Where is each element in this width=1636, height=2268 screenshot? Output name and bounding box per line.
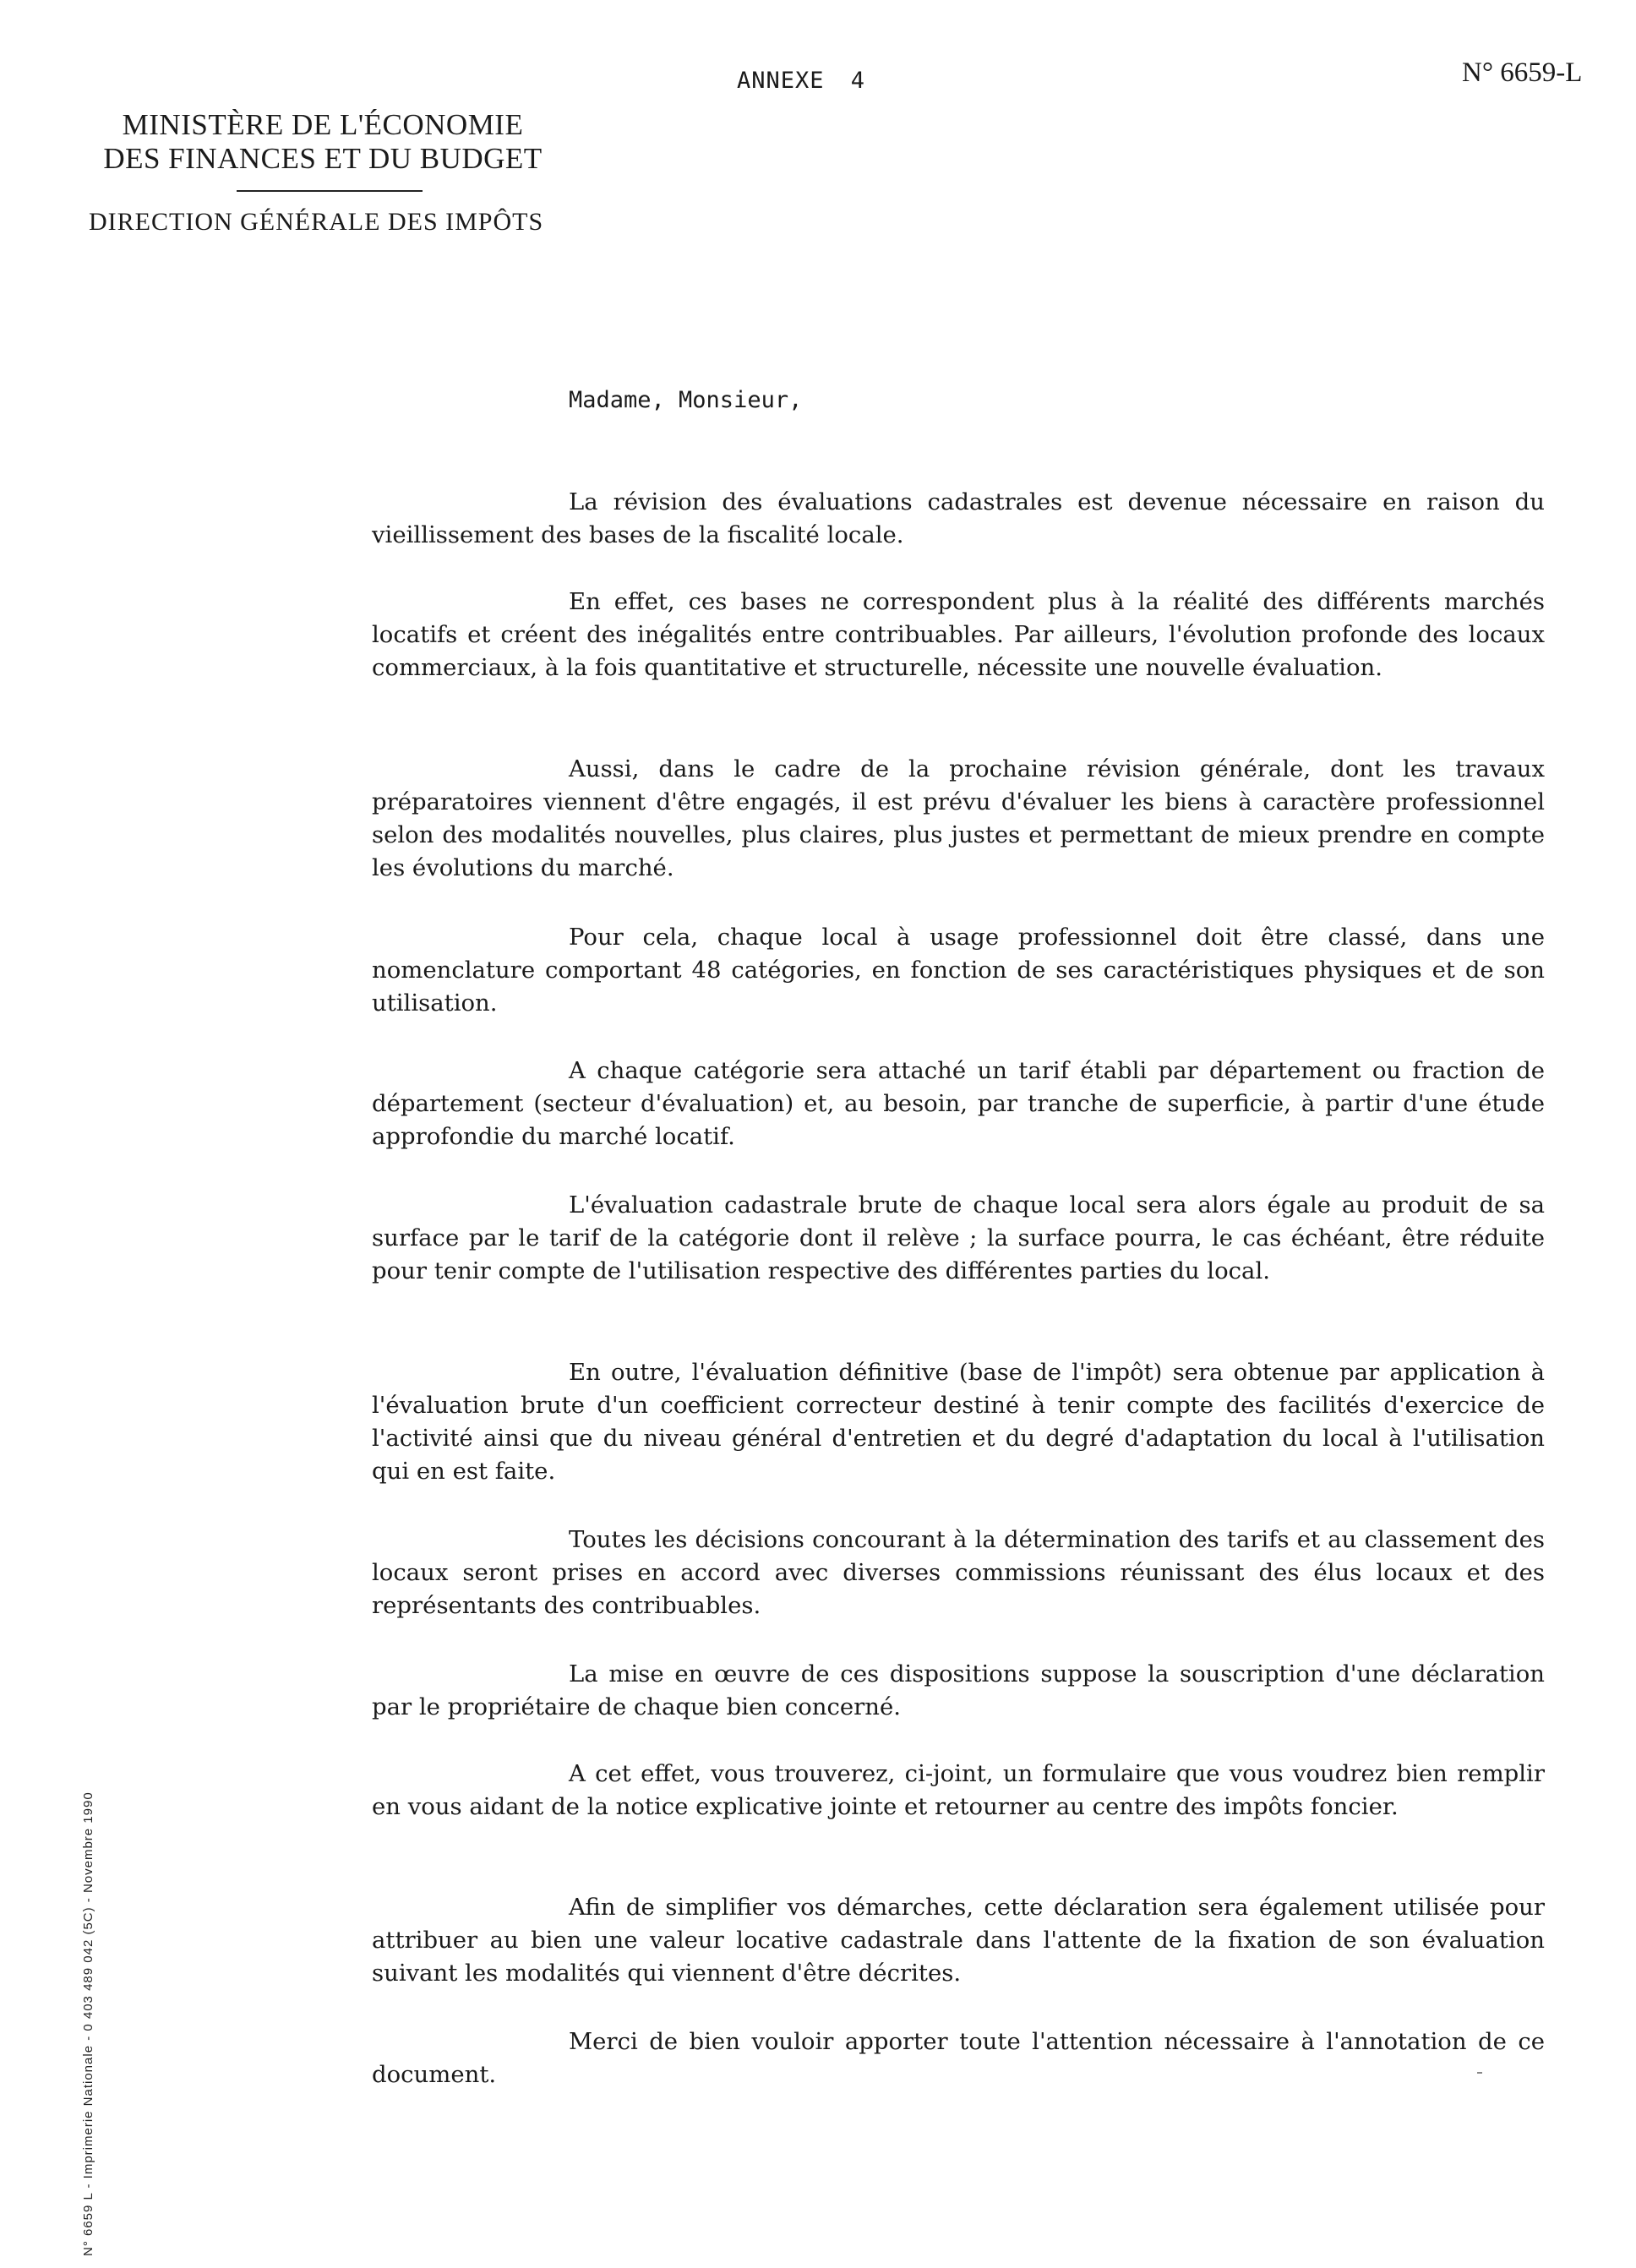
paragraph-1: La révision des évaluations cadastrales est devenue nécessaire en raison du vieillissement des bases de la fiscalité locale. xyxy=(372,488,1545,548)
paragraph-10: A cet effet, vous trouverez, ci-joint, un formulaire que vous voudrez bien remplir en vous aidant de la notice explicative jointe et retourner au centre des impôts foncier. xyxy=(372,1760,1545,1820)
paragraph-9: La mise en œuvre de ces dispositions suppose la souscription d'une déclaration par le propriétaire de chaque bien concerné. xyxy=(372,1660,1545,1720)
ministry-line-2: DES FINANCES ET DU BUDGET xyxy=(103,142,543,175)
form-number: N° 6659-L xyxy=(1462,57,1583,88)
paragraph-7: En outre, l'évaluation définitive (base de l'impôt) sera obtenue par application à l'évaluation brute d'un coefficient correcteur destiné à tenir compte des facilités d'exercice de l'activité ainsi que du niveau général d'entretien et du degré d'adaptation du local à l'utilisation qui en est faite. xyxy=(372,1359,1545,1485)
paragraph-12: Merci de bien vouloir apporter toute l'attention nécessaire à l'annotation de ce document. xyxy=(372,2028,1545,2088)
ministry-line-1: MINISTÈRE DE L'ÉCONOMIE xyxy=(122,108,524,141)
annexe-label: ANNEXE 4 xyxy=(737,68,866,94)
paragraph-11: Afin de simplifier vos démarches, cette déclaration sera également utilisée pour attribuer au bien une valeur locative cadastrale dans l'attente de la fixation de son évaluation suivant les modalités qui viennent d'être décrites. xyxy=(372,1894,1545,1987)
paragraph-5: A chaque catégorie sera attaché un tarif établi par département ou fraction de département (secteur d'évaluation) et, au besoin, par tranche de superficie, à partir d'une étude approfondie du marché locatif. xyxy=(372,1057,1545,1150)
paragraph-2: En effet, ces bases ne correspondent plus à la réalité des différents marchés locatifs et créent des inégalités entre contribuables. Par ailleurs, l'évolution profonde des locaux commerciaux, à la fois quantitative et structurelle, nécessite une nouvelle évaluation. xyxy=(372,588,1545,681)
ministry-heading xyxy=(69,108,576,176)
paragraph-8: Toutes les décisions concourant à la détermination des tarifs et au classement des locaux seront prises en accord avec diverses commissions réunissant des élus locaux et des représentants des contribuables. xyxy=(372,1526,1545,1619)
ministry-divider xyxy=(237,190,423,192)
paragraph-6: L'évaluation cadastrale brute de chaque local sera alors égale au produit de sa surface par le tarif de la catégorie dont il relève ; la surface pourra, le cas échéant, être réduite pour tenir compte de l'utilisation respective des différentes parties du local. xyxy=(372,1191,1545,1284)
printer-imprint: N° 6659 L - Imprimerie Nationale - 0 403 489 042 (5C) - Novembre 1990 xyxy=(81,1791,95,2256)
paragraph-4: Pour cela, chaque local à usage professionnel doit être classé, dans une nomenclature comportant 48 catégories, en fonction de ses caractéristiques physiques et de son utilisation. xyxy=(372,924,1545,1017)
scan-speck xyxy=(1477,2072,1482,2074)
salutation: Madame, Monsieur, xyxy=(569,387,803,413)
paragraph-3: Aussi, dans le cadre de la prochaine révision générale, dont les travaux préparatoires viennent d'être engagés, il est prévu d'évaluer les biens à caractère professionnel selon des modalités nouvelles, plus claires, plus justes et permettant de mieux prendre en compte les évolutions du marché. xyxy=(372,755,1545,881)
direction-heading: DIRECTION GÉNÉRALE DES IMPÔTS xyxy=(89,208,544,236)
